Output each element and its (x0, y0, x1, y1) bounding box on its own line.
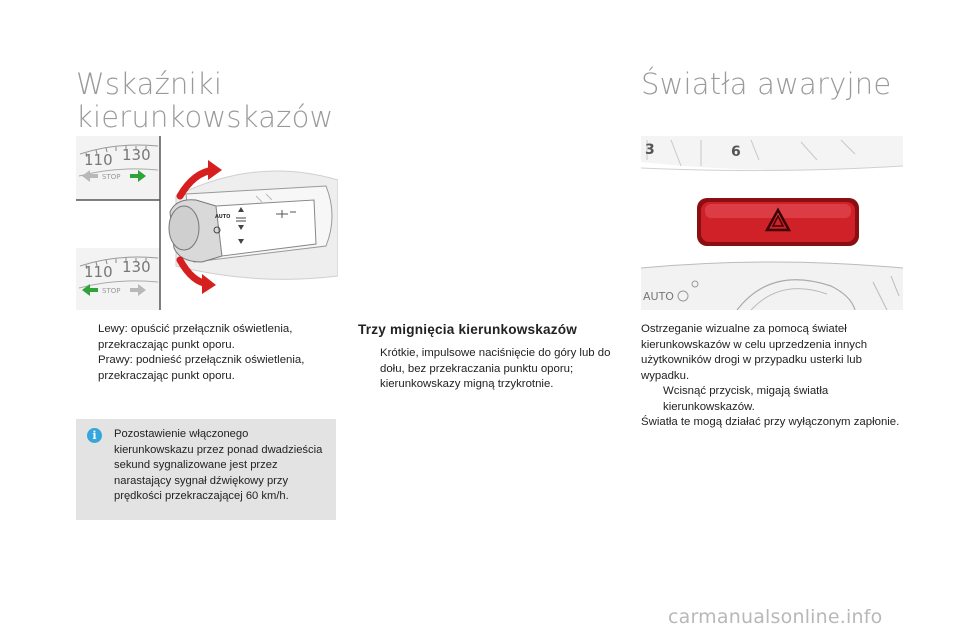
speed-130-bottom: 130 (122, 258, 151, 276)
stop-label-top: STOP (102, 173, 121, 181)
turn-signal-instructions (76, 322, 338, 384)
speed-130-top: 130 (122, 146, 151, 164)
gauge-3: 3 (645, 142, 655, 158)
title-line-2: kierunkowskazów (76, 100, 334, 134)
page-title-hazard-lights: Światła awaryjne (641, 67, 892, 101)
list-item: Wcisnąć przycisk, migają światła kierunkowskazów. (663, 385, 829, 413)
list-item: Lewy: opuścić przełącznik oświetlenia, przekraczając punkt oporu. (98, 323, 293, 351)
hazard-lights-text (641, 322, 903, 431)
dashboard-inset-bottom (76, 248, 160, 310)
speed-110-bottom: 110 (84, 263, 113, 281)
section-heading-three-flashes: Trzy mignięcia kierunkowskazów (358, 322, 578, 337)
light-stalk (160, 136, 338, 310)
speed-110-top: 110 (84, 151, 113, 169)
info-note-box (76, 419, 336, 520)
hazard-button-illustration (641, 136, 903, 310)
hazard-instructions (641, 384, 903, 415)
auto-label-stalk: AUTO (215, 214, 231, 220)
list-item: Prawy: podnieść przełącznik oświetlenia, przekraczając punkt oporu. (98, 354, 305, 382)
info-note-text: Pozostawienie włączonego kierunkowskazu przez ponad dwadzieścia sekund sygnalizowane jest przez narastający sygnał dźwiękowy przy prędkości przekraczającej 60 km/h. (114, 428, 323, 503)
auto-label-dash: AUTO (643, 290, 674, 303)
page-title-turn-signals (76, 68, 333, 134)
list-item: Krótkie, impulsowe naciśnięcie do góry lub do dołu, bez przekraczania punktu oporu; kierunkowskazy migną trzykrotnie. (380, 347, 611, 390)
gauge-6: 6 (731, 144, 741, 160)
hazard-intro: Ostrzeganie wizualne za pomocą świateł kierunkowskazów w celu uprzedzenia innych użytkowników drogi w przypadku usterki lub wypadku. (641, 323, 868, 382)
title-line-1: Wskaźniki (76, 67, 223, 101)
info-icon: i (87, 428, 102, 443)
turn-signal-stalk-illustration (76, 136, 338, 310)
watermark: carmanualsonline.info (668, 606, 883, 628)
hazard-outro: Światła te mogą działać przy wyłączonym zapłonie. (641, 416, 900, 428)
three-flashes-instructions (358, 346, 620, 393)
hazard-button[interactable] (697, 198, 859, 246)
stop-label-bottom: STOP (102, 287, 121, 295)
dashboard-inset-top (76, 136, 160, 200)
